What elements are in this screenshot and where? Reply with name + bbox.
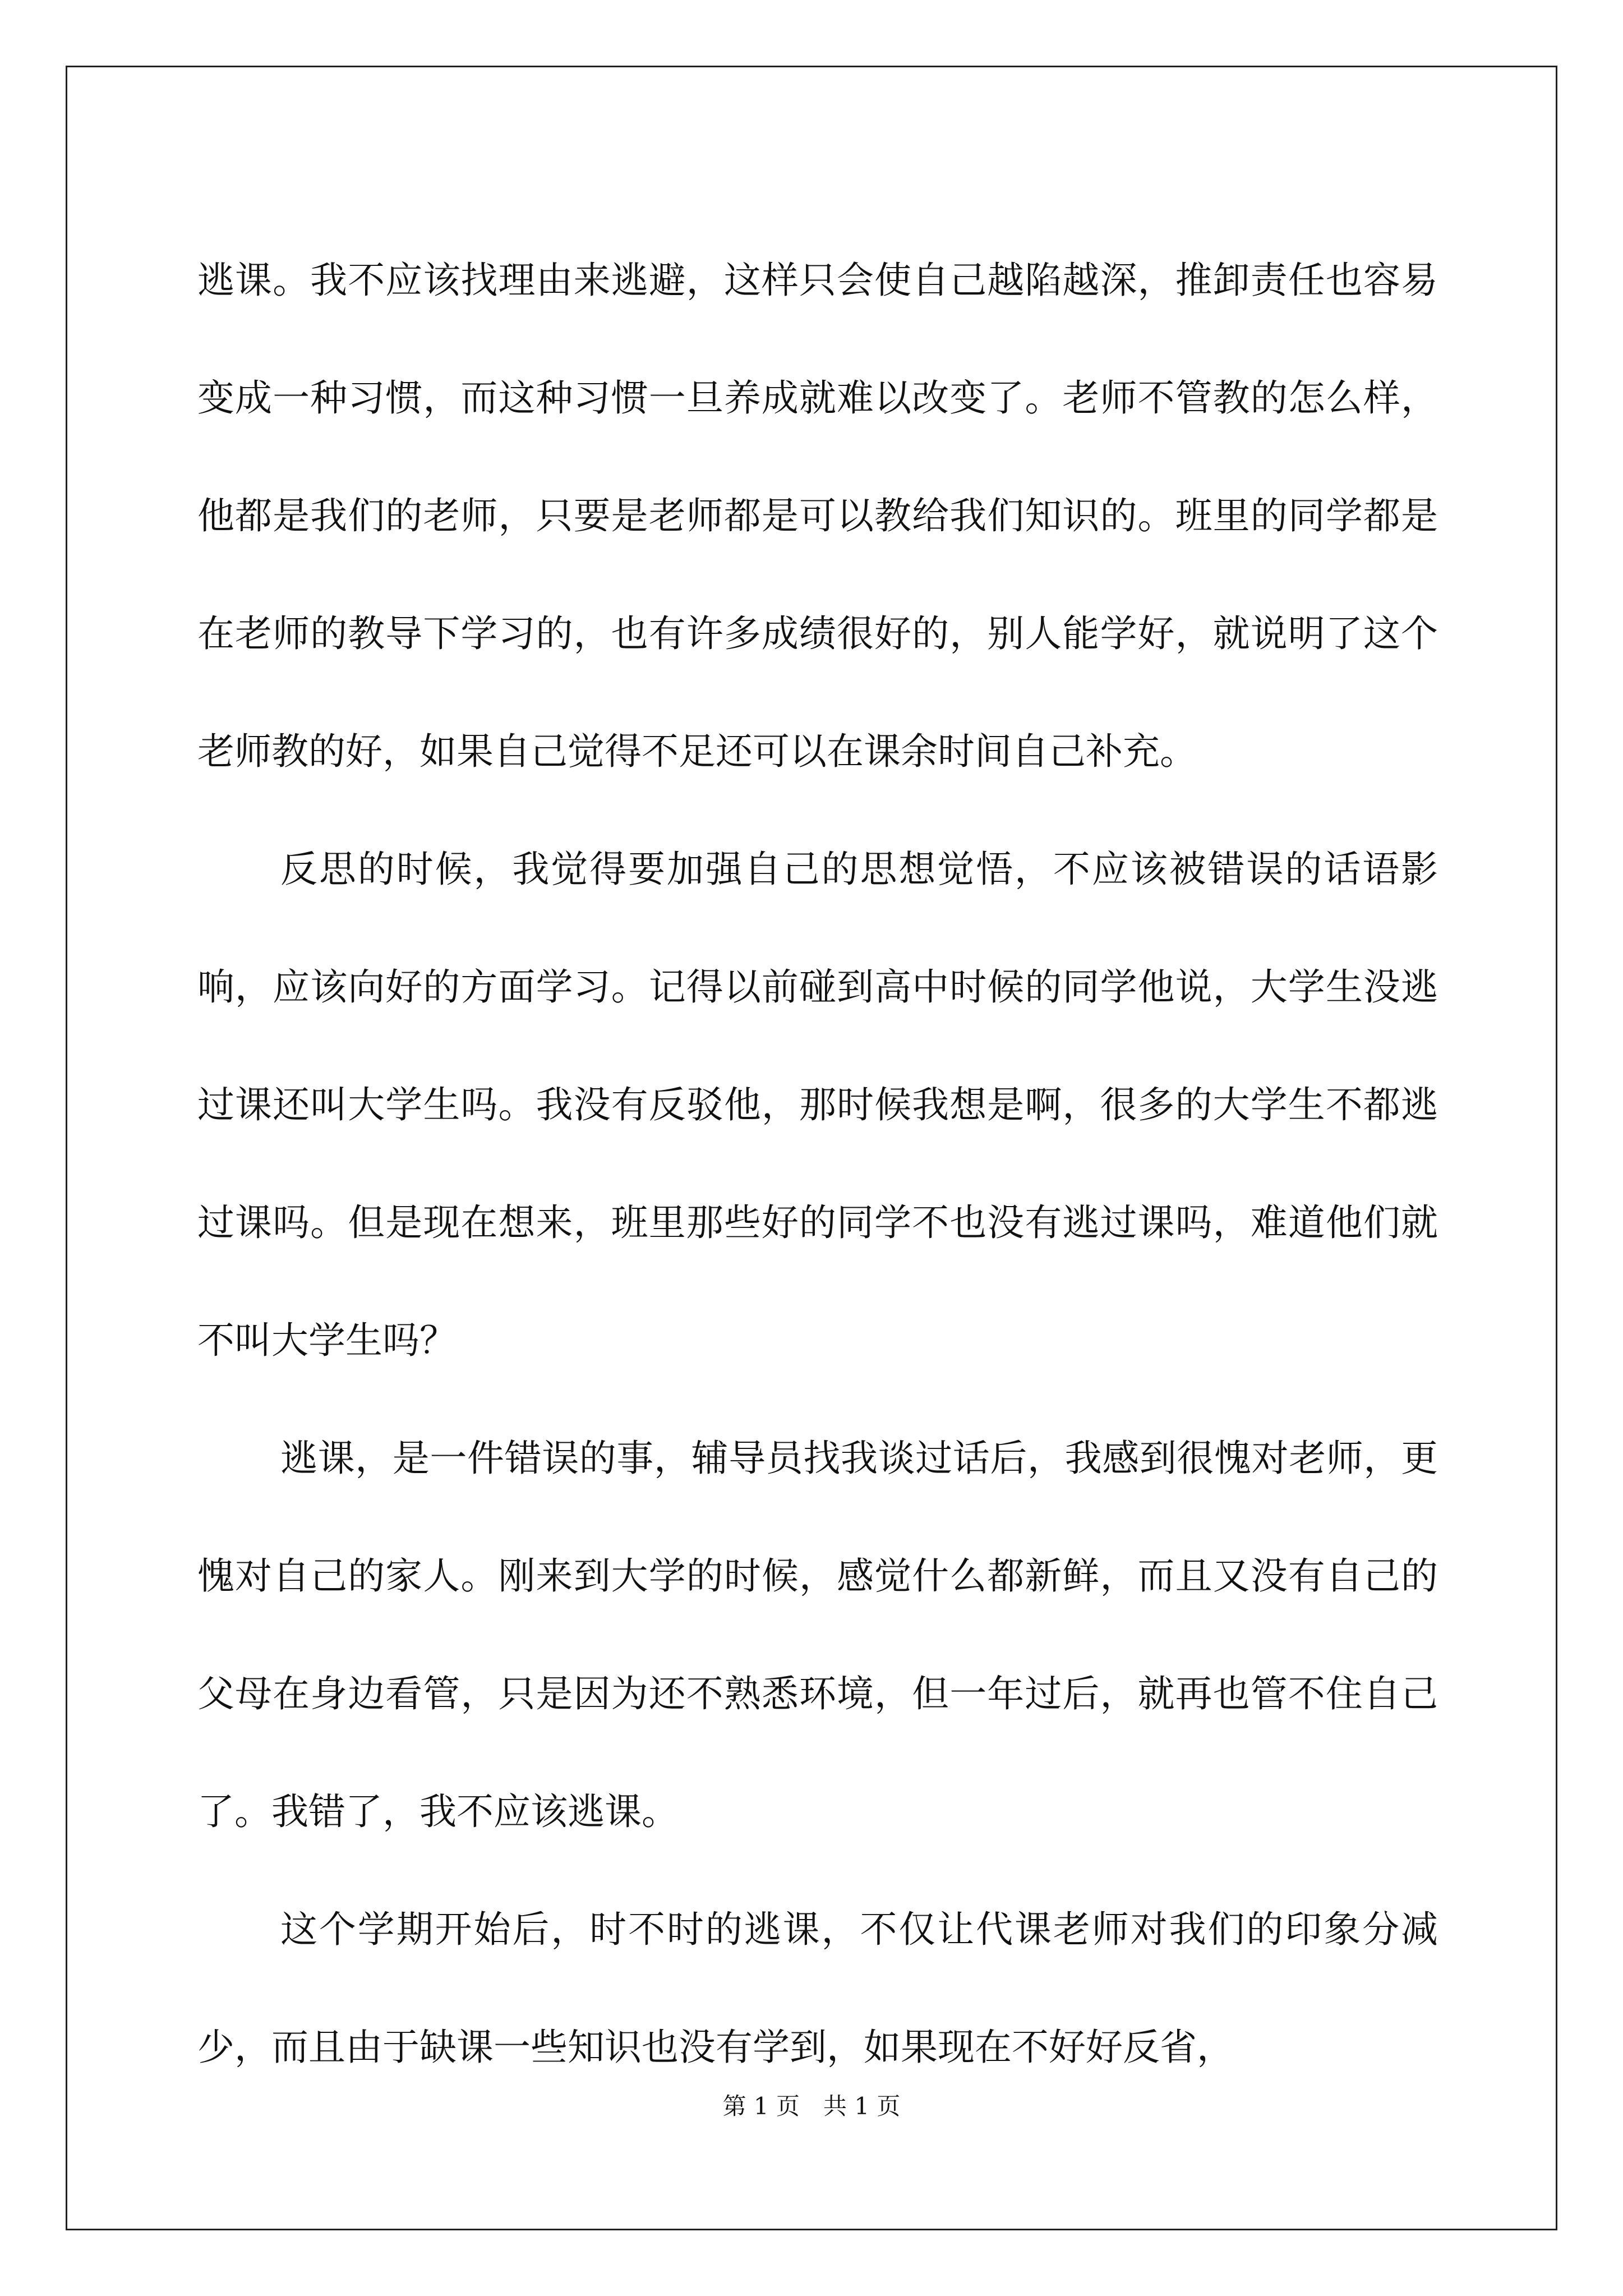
paragraph-1: 逃课。我不应该找理由来逃避，这样只会使自己越陷越深，推卸责任也容易变成一种习惯，而这种习惯一旦养成就难以改变了。老师不管教的怎么样，他都是我们的老师，只要是老师都是可以教给我们知识的。班里的同学都是在老师的教导下学习的，也有许多成绩很好的，别人能学好，就说明了这个老师教的好，如果自己觉得不足还可以在课余时间自己补充。 xyxy=(197,259,1438,773)
paragraph-3: 逃课，是一件错误的事，辅导员找我谈过话后，我感到很愧对老师，更愧对自己的家人。刚来到大学的时候，感觉什么都新鲜，而且又没有自己的父母在身边看管，只是因为还不熟悉环境，但一年过后，就再也管不住自己了。我错了，我不应该逃课。 xyxy=(197,1437,1438,1833)
document-body xyxy=(197,222,1438,2106)
page-number-footer: 第 1 页 共 1 页 xyxy=(722,2092,901,2120)
paragraph-2: 反思的时候，我觉得要加强自己的思想觉悟，不应该被错误的话语影响，应该向好的方面学习。记得以前碰到高中时候的同学他说，大学生没逃过课还叫大学生吗。我没有反驳他，那时候我想是啊，很多的大学生不都逃过课吗。但是现在想来，班里那些好的同学不也没有逃过课吗，难道他们就不叫大学生吗？ xyxy=(197,848,1438,1362)
paragraph-4: 这个学期开始后，时不时的逃课，不仅让代课老师对我们的印象分减少，而且由于缺课一些知识也没有学到，如果现在不好好反省， xyxy=(197,1908,1438,2069)
